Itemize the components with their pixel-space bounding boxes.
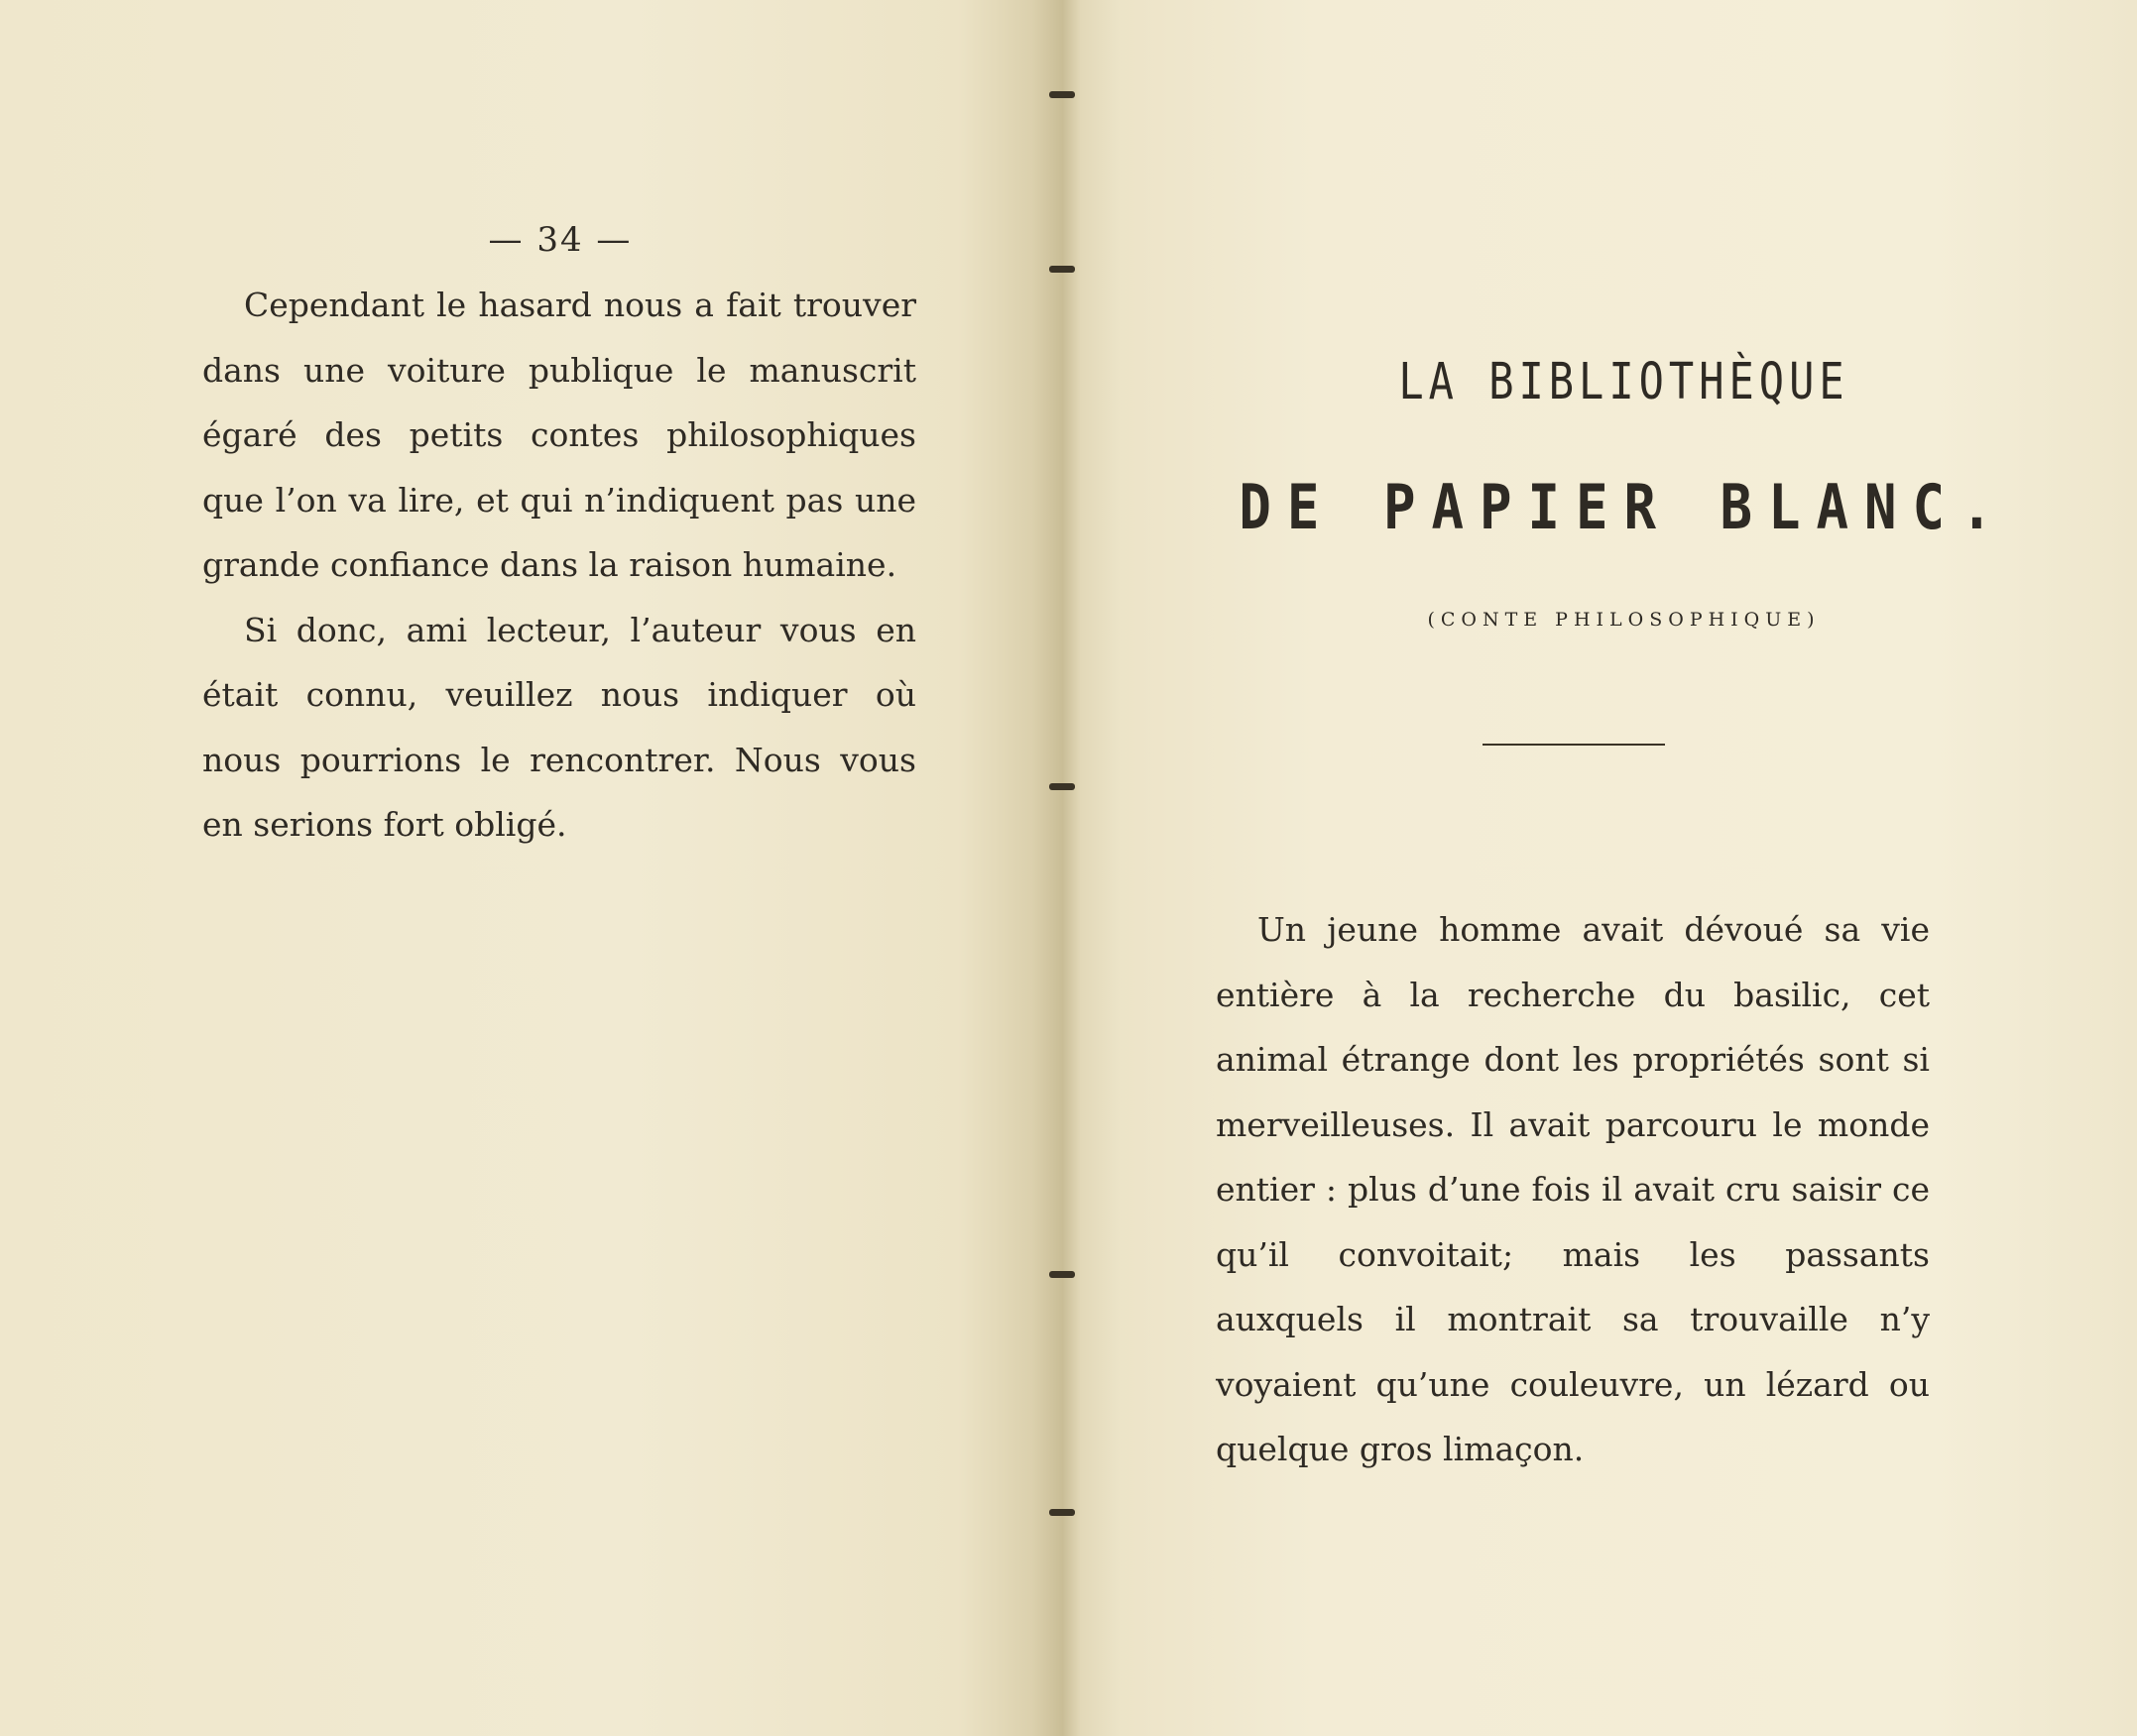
chapter-title-line-2: DE PAPIER BLANC. [1239,471,2009,543]
left-page [0,0,1041,1736]
chapter-subtitle: (CONTE PHILOSOPHIQUE) [1427,609,1821,631]
binding-thread [1049,266,1075,273]
chapter-title-line-1: LA BIBLIOTHÈQUE [1398,352,1849,410]
binding-thread [1049,1271,1075,1278]
left-paragraph-1: Cependant le hasard nous a fait trouver dans une voiture publique le manuscrit égaré des petits contes philosophiques que l’on va lire, et qui n’indiquent pas une grande confiance dans la raison humaine. [202,286,916,584]
binding-thread [1049,91,1075,98]
left-paragraph-2: Si donc, ami lecteur, l’auteur vous en était connu, veuillez nous indiquer où nous pourrions le rencontrer. Nous vous en serions fort obligé. [202,610,916,844]
page-number: — 34 — [488,220,633,260]
book-gutter [1031,0,1121,1736]
right-page-text [1216,897,1930,1482]
left-page-text [202,273,916,858]
right-paragraph-1: Un jeune homme avait dévoué sa vie entière à la recherche du basilic, cet animal étrange dont les propriétés sont si merveilleuses. Il avait parcouru le monde entier : plus d’une fois il avait cru saisir ce qu’il convoitait; mais les passants auxquels il montrait sa trouvaille n’y voyaient qu’une couleuvre, un lézard ou quelque gros limaçon. [1216,910,1930,1468]
binding-thread [1049,783,1075,790]
binding-thread [1049,1509,1075,1516]
title-divider [1483,744,1665,746]
